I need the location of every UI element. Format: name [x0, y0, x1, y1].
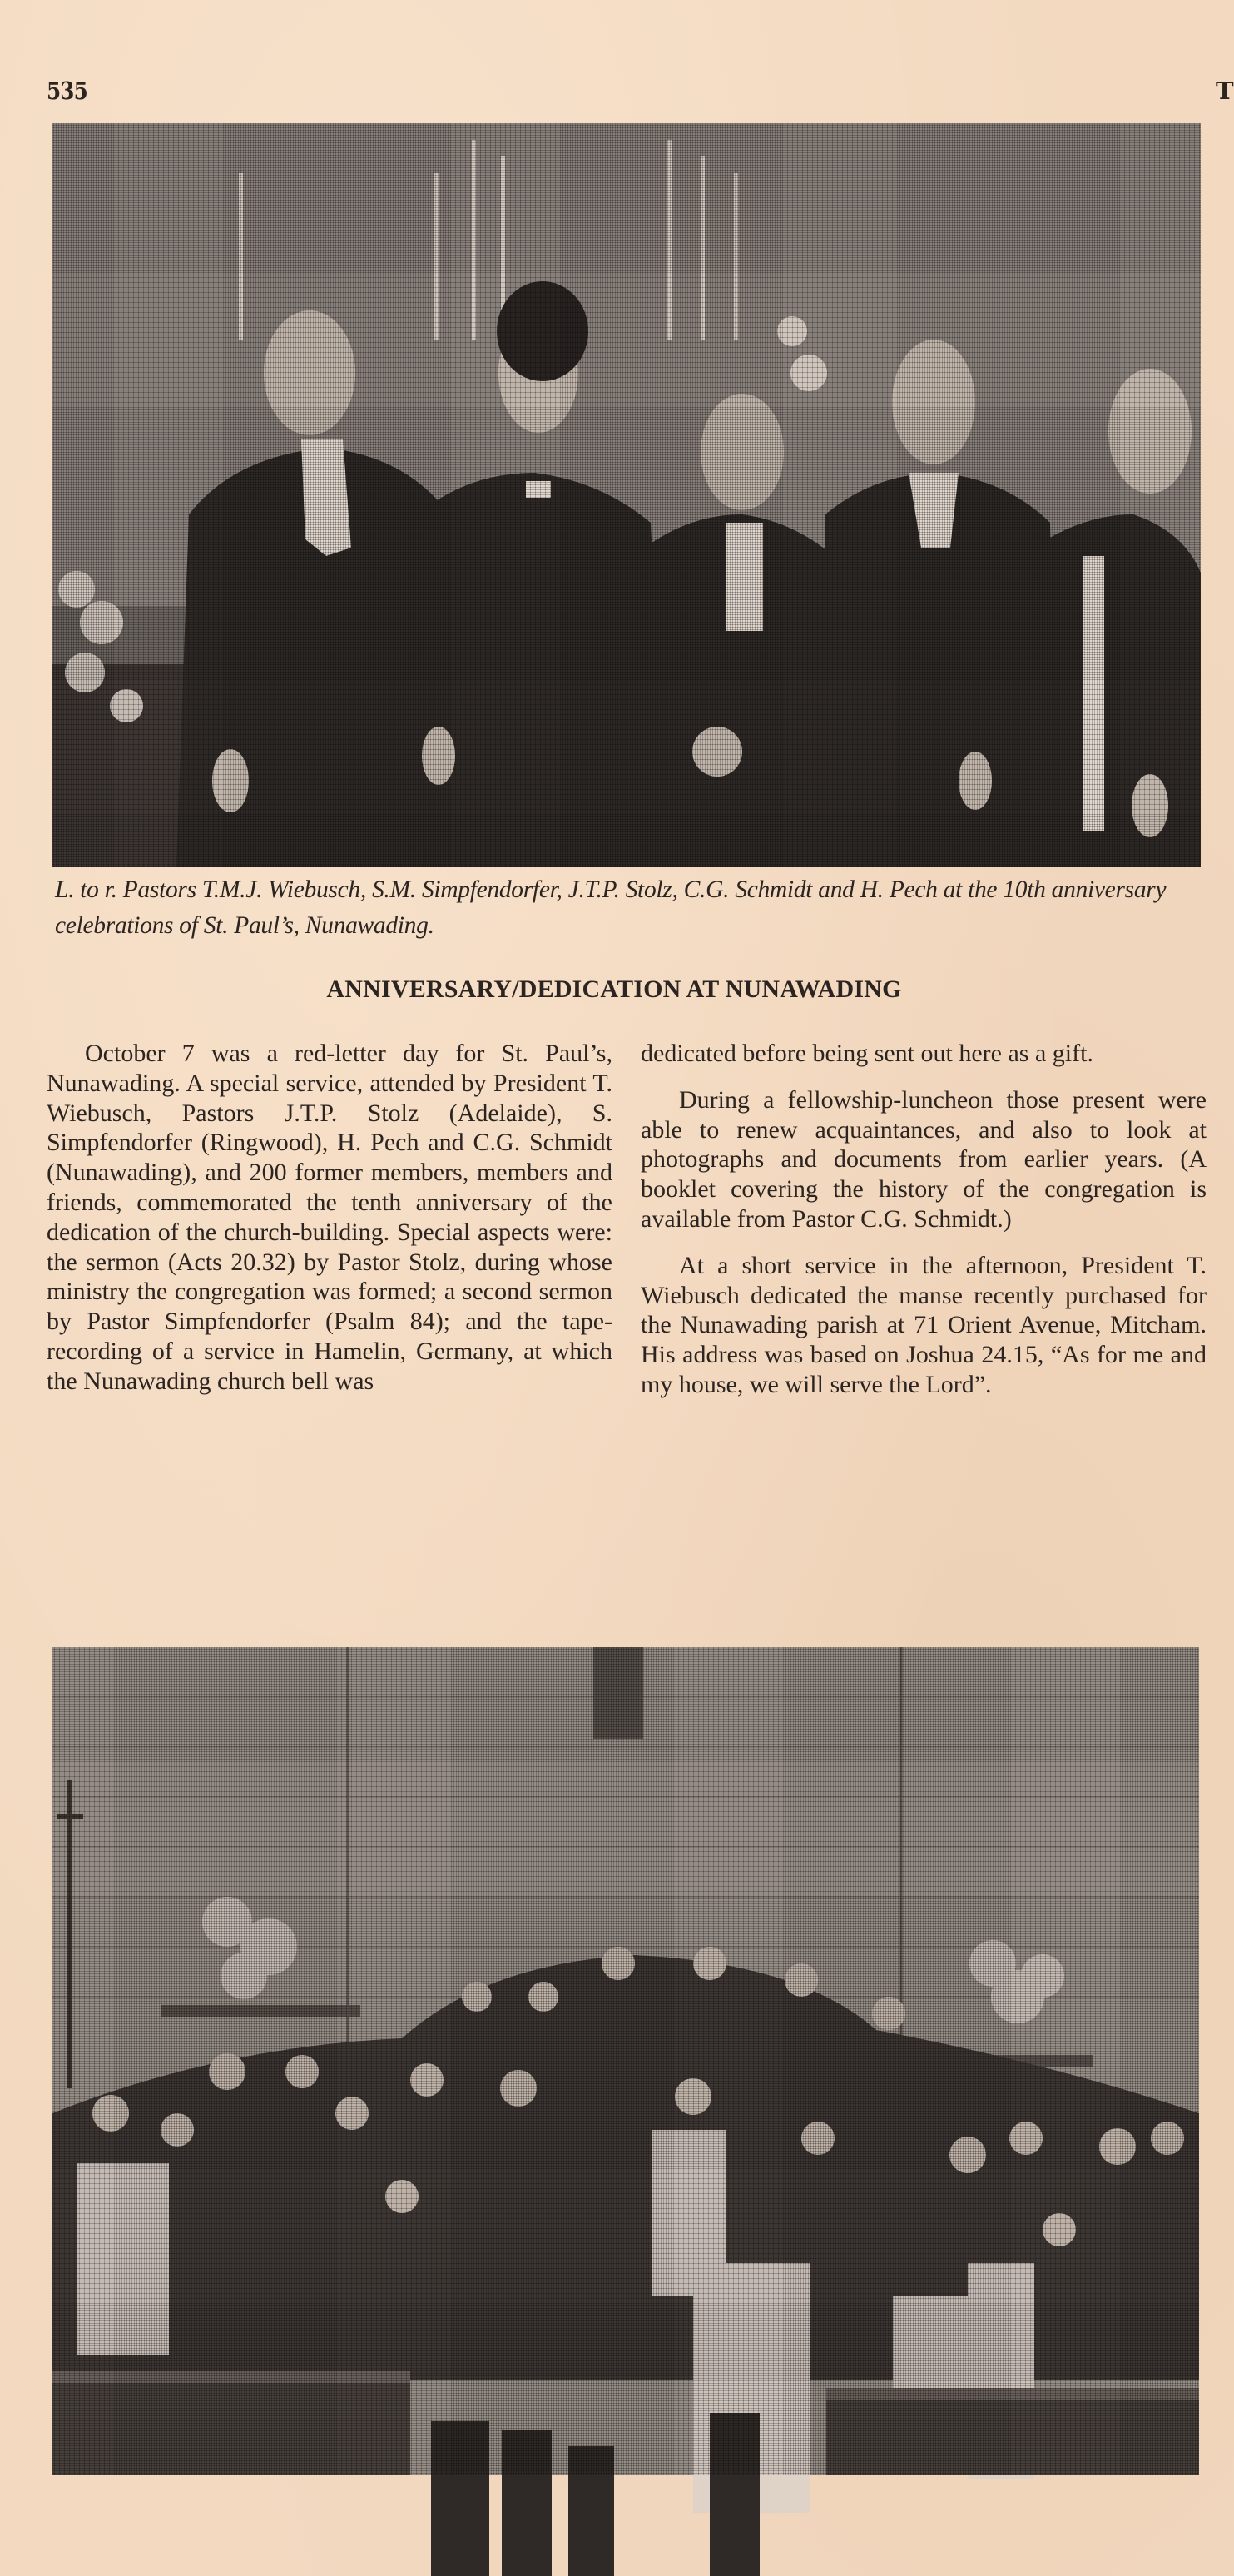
article-headline: ANNIVERSARY/DEDICATION AT NUNAWADING [326, 975, 902, 1003]
article-paragraph: October 7 was a red-letter day for St. Paul’s, Nunawading. A special service, attended by President T. Wiebusch, Pastors J.T.P. Stolz (Adelaide), S. Simpfendorfer (Ringwood), H. Pech and C.G. Schmidt (Nunawading), and 200 former members, members and friends, commemorated the tenth anniversary of the dedication of the church-building. Special aspects were: the sermon (Acts 20.32) by Pastor Stolz, during whose ministry the congregation was formed; a second sermon by Pastor Simpfendorfer (Psalm 84); and the tape-recording of a service in Hamelin, Germany, at which the Nunawading church bell was [47, 1040, 612, 1395]
article-column-left [47, 1039, 612, 1397]
article-column-right [641, 1039, 1207, 1400]
page-number: 535 [47, 77, 87, 105]
article-paragraph: During a fellowship-luncheon those present were able to renew acquaintances, and also to look at photographs and documents from earlier years. (A booklet covering the history of the congregation is available from Pastor C.G. Schmidt.) [641, 1085, 1207, 1233]
halftone-texture [52, 1647, 1199, 2475]
article-paragraph: dedicated before being sent out here as a gift. [641, 1040, 1093, 1067]
running-header-fragment: T [1216, 77, 1234, 105]
pastors-group-photo [52, 123, 1201, 867]
article-paragraph: At a short service in the afternoon, President T. Wiebusch dedicated the manse recently purchased for the Nunawading parish at 71 Orient Avenue, Mitcham. His address was based on Joshua 24.15, “As for me and my house, we will serve the Lord”. [641, 1251, 1207, 1398]
photo-caption: L. to r. Pastors T.M.J. Wiebusch, S.M. Simpfendorfer, J.T.P. Stolz, C.G. Schmidt and H. Pech at the 10th anniversary celebrations of St. Paul’s, Nunawading. [55, 876, 1167, 939]
halftone-texture [52, 123, 1201, 867]
congregation-group-photo [52, 1647, 1199, 2475]
